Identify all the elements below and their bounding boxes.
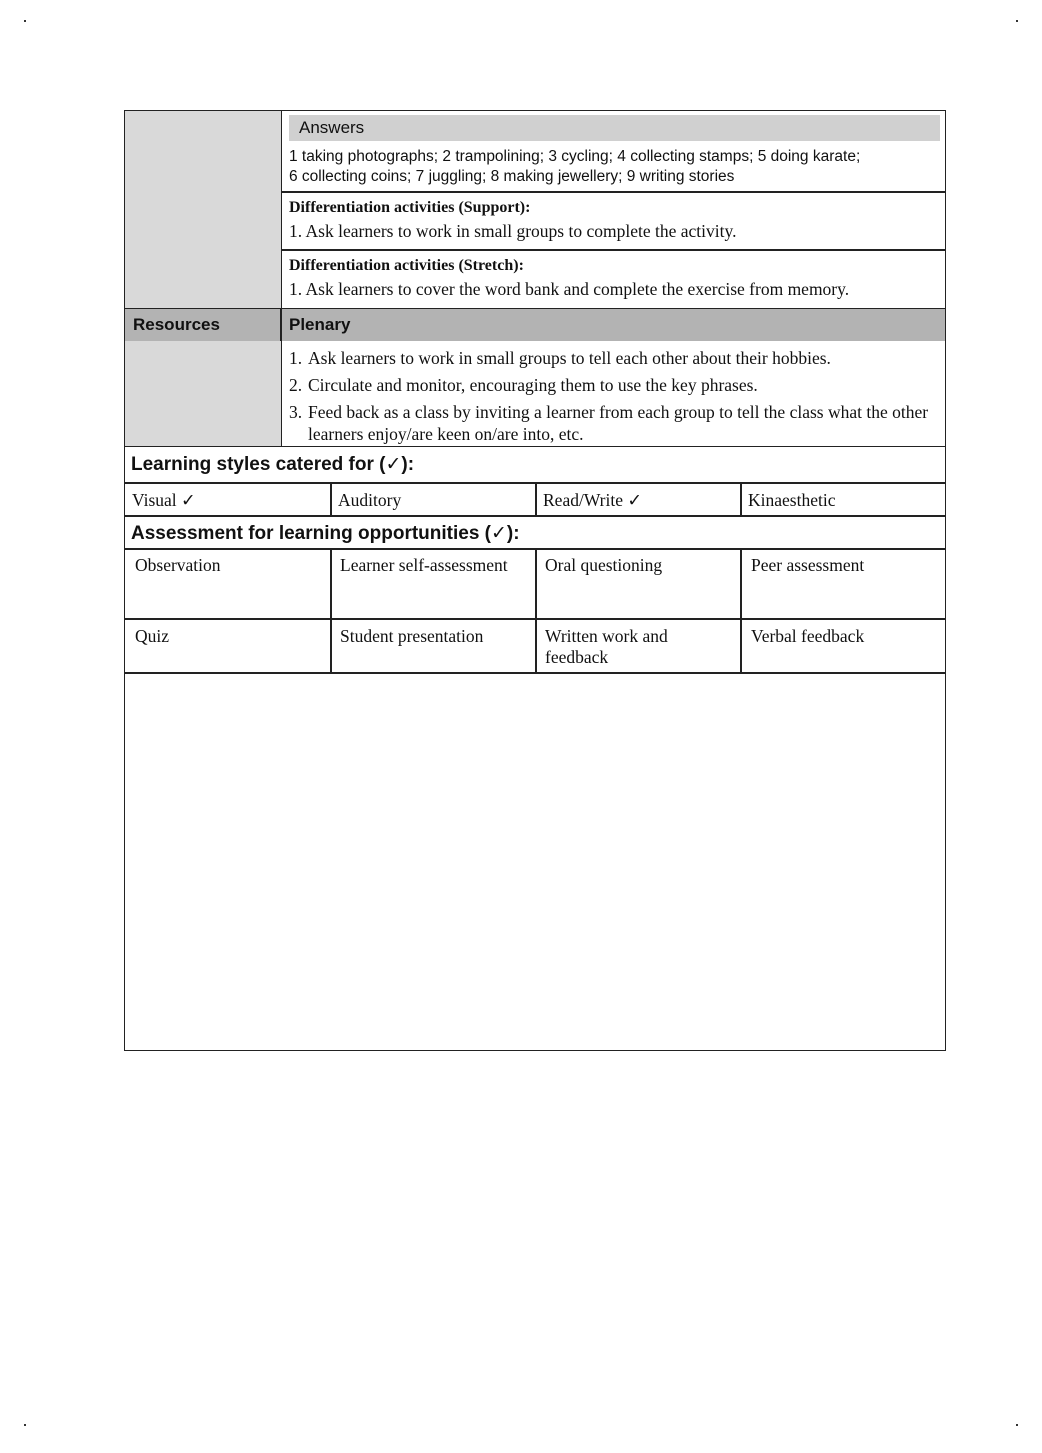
answers-heading: Answers bbox=[289, 115, 940, 141]
column-divider bbox=[330, 548, 332, 674]
style-auditory: Auditory bbox=[338, 490, 402, 510]
support-section bbox=[289, 199, 736, 242]
list-item: 3. Feed back as a class by inviting a learner from each group to tell the class what the other learners enjoy/are keen on/are into, etc. bbox=[289, 402, 929, 444]
divider bbox=[125, 515, 945, 517]
assessment-written: Written work and feedback bbox=[545, 626, 668, 667]
stretch-item: 1. Ask learners to cover the word bank and complete the exercise from memory. bbox=[289, 279, 850, 299]
assessment-peer: Peer assessment bbox=[751, 555, 865, 575]
divider bbox=[281, 191, 945, 193]
column-divider bbox=[740, 482, 742, 516]
answers-text bbox=[289, 147, 939, 187]
crop-mark-bottom-right bbox=[1016, 1424, 1019, 1427]
column-divider bbox=[740, 548, 742, 674]
style-kinaesthetic: Kinaesthetic bbox=[748, 490, 836, 510]
notes-area bbox=[125, 674, 945, 1050]
assessment-observation: Observation bbox=[135, 555, 221, 575]
column-divider bbox=[535, 548, 537, 674]
style-read-write: Read/Write ✓ bbox=[543, 490, 642, 510]
learning-styles-heading: Learning styles catered for (✓): bbox=[131, 454, 415, 475]
answers-line-2: 6 collecting coins; 7 juggling; 8 making jewellery; 9 writing stories bbox=[289, 168, 735, 185]
plenary-header-row bbox=[125, 309, 945, 341]
plenary-list bbox=[289, 347, 939, 450]
crop-mark-bottom-left bbox=[24, 1424, 27, 1427]
assessment-presentation: Student presentation bbox=[340, 626, 484, 646]
answers-line-1: 1 taking photographs; 2 trampolining; 3 cycling; 4 collecting stamps; 5 doing karate; bbox=[289, 148, 861, 165]
assessment-quiz: Quiz bbox=[135, 626, 170, 646]
crop-mark-top-right bbox=[1016, 20, 1019, 23]
support-item: 1. Ask learners to work in small groups to complete the activity. bbox=[289, 221, 737, 241]
side-column bbox=[125, 111, 282, 446]
assessment-heading: Assessment for learning opportunities (✓): bbox=[131, 523, 520, 544]
assessment-oral: Oral questioning bbox=[545, 555, 663, 575]
assessment-self: Learner self-assessment bbox=[340, 555, 508, 575]
assessment-verbal: Verbal feedback bbox=[751, 626, 865, 646]
resources-label: Resources bbox=[133, 315, 220, 334]
stretch-title: Differentiation activities (Stretch): bbox=[289, 257, 524, 274]
column-divider bbox=[330, 482, 332, 516]
divider bbox=[281, 249, 945, 251]
plenary-heading: Plenary bbox=[289, 315, 351, 334]
crop-mark-top-left bbox=[24, 20, 27, 23]
style-visual: Visual ✓ bbox=[132, 490, 196, 510]
list-item: 2. Circulate and monitor, encouraging them to use the key phrases. bbox=[289, 375, 758, 395]
styles-assessment-table bbox=[124, 446, 946, 1051]
list-item: 1. Ask learners to work in small groups to tell each other about their hobbies. bbox=[289, 348, 831, 368]
stretch-section bbox=[289, 257, 849, 300]
column-divider bbox=[280, 309, 282, 341]
support-title: Differentiation activities (Support): bbox=[289, 199, 531, 216]
column-divider bbox=[535, 482, 537, 516]
lesson-plan-table bbox=[124, 110, 946, 447]
